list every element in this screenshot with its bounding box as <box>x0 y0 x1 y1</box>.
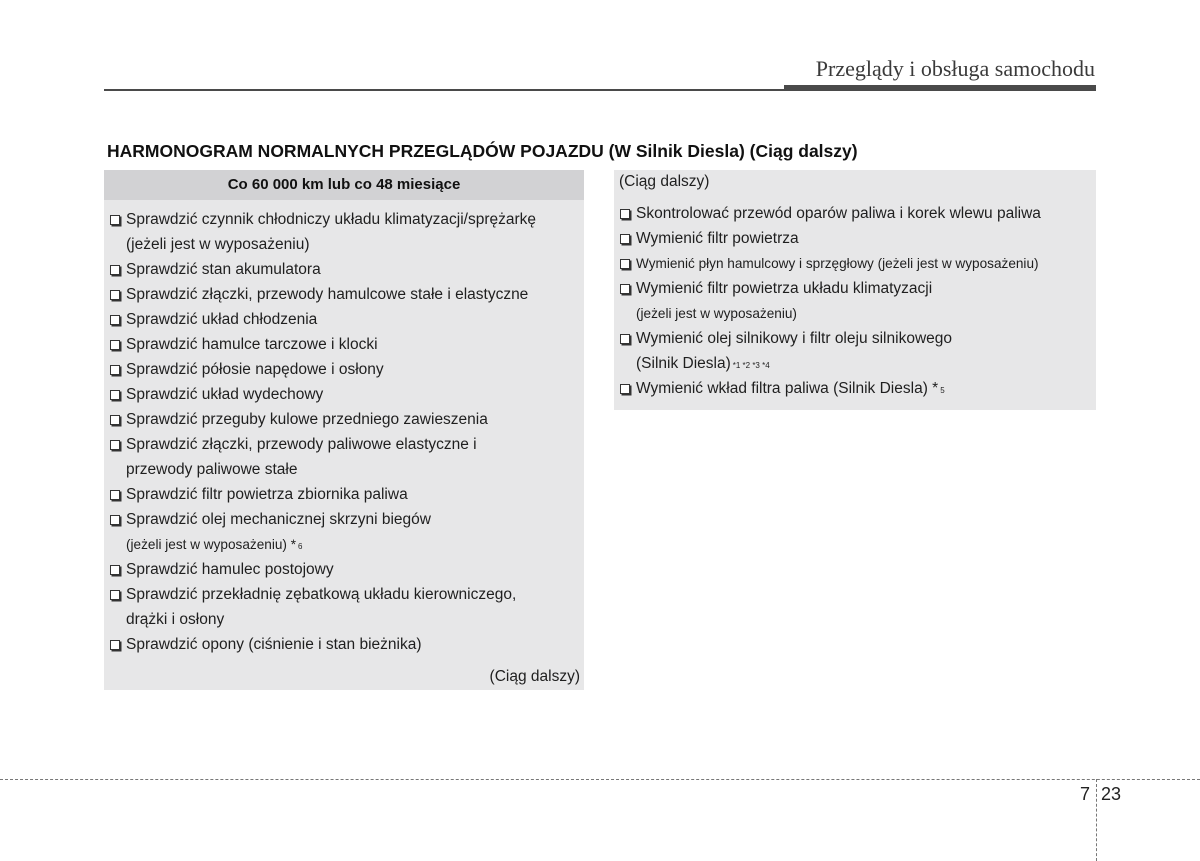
footer-divider-vertical <box>1096 779 1097 861</box>
header-rule <box>104 89 784 91</box>
item-text: Wymienić płyn hamulcowy i sprzęgłowy (jeżeli jest w wyposażeniu) <box>636 256 1039 271</box>
item-text-continued: (jeżeli jest w wyposażeniu) * <box>126 537 296 552</box>
footnote-marker: 5 <box>940 386 945 395</box>
item-text-continued: przewody paliwowe stałe <box>126 461 298 478</box>
list-item <box>619 251 1096 276</box>
checkbox-icon <box>620 259 630 269</box>
item-text-continued: drążki i osłony <box>126 611 225 628</box>
checklist-left <box>109 207 584 657</box>
list-item <box>619 201 1096 226</box>
list-item <box>109 407 584 432</box>
list-item <box>109 482 584 507</box>
checklist-right <box>619 201 1096 401</box>
item-text: Sprawdzić filtr powietrza zbiornika paliwa <box>126 486 408 503</box>
list-item <box>619 376 1096 401</box>
schedule-panel-left <box>104 170 584 690</box>
item-text-continued: (Silnik Diesla) <box>636 355 731 372</box>
checkbox-icon <box>620 384 630 394</box>
item-text: Sprawdzić złączki, przewody hamulcowe stałe i elastyczne <box>126 286 529 303</box>
list-item <box>619 276 1096 326</box>
list-item <box>109 382 584 407</box>
item-text: Sprawdzić opony (ciśnienie i stan bieżnika) <box>126 636 422 653</box>
section-number: 7 <box>1079 784 1090 804</box>
list-item <box>109 332 584 357</box>
list-item <box>109 257 584 282</box>
item-text: Sprawdzić układ wydechowy <box>126 386 324 403</box>
list-item <box>109 557 584 582</box>
header-rule-accent <box>784 85 1096 91</box>
checkbox-icon <box>110 290 120 300</box>
checkbox-icon <box>620 284 630 294</box>
item-text: Sprawdzić hamulec postojowy <box>126 561 334 578</box>
checkbox-icon <box>110 415 120 425</box>
checkbox-icon <box>620 209 630 219</box>
running-header-title: Przeglądy i obsługa samochodu <box>815 56 1095 81</box>
list-item <box>109 582 584 632</box>
checkbox-icon <box>110 490 120 500</box>
section-heading: HARMONOGRAM NORMALNYCH PRZEGLĄDÓW POJAZDU (W Silnik Diesla) (Ciąg dalszy) <box>107 141 858 161</box>
checkbox-icon <box>110 640 120 650</box>
checkbox-icon <box>110 265 120 275</box>
item-text: Sprawdzić złączki, przewody paliwowe elastyczne i <box>126 436 477 453</box>
checkbox-icon <box>110 340 120 350</box>
item-text: Wymienić wkład filtra paliwa (Silnik Diesla) * <box>636 380 939 397</box>
list-item <box>109 632 584 657</box>
schedule-panel-right <box>614 170 1096 410</box>
list-item <box>109 432 584 482</box>
checkbox-icon <box>110 515 120 525</box>
checkbox-icon <box>110 565 120 575</box>
checkbox-icon <box>110 315 120 325</box>
item-text: Wymienić olej silnikowy i filtr oleju silnikowego <box>636 330 952 347</box>
footer-divider <box>0 779 1200 780</box>
item-text: Wymienić filtr powietrza <box>636 230 799 247</box>
checkbox-icon <box>110 590 120 600</box>
continued-note: (Ciąg dalszy) <box>619 173 710 190</box>
list-item <box>619 326 1096 376</box>
interval-header: Co 60 000 km lub co 48 miesiące <box>104 170 584 200</box>
checkbox-icon <box>620 234 630 244</box>
checkbox-icon <box>620 334 630 344</box>
checkbox-icon <box>110 215 120 225</box>
checkbox-icon <box>110 390 120 400</box>
item-text: Sprawdzić półosie napędowe i osłony <box>126 361 384 378</box>
list-item <box>109 207 584 257</box>
item-text: Sprawdzić hamulce tarczowe i klocki <box>126 336 378 353</box>
item-text: Sprawdzić olej mechanicznej skrzyni biegów <box>126 511 431 528</box>
list-item <box>109 282 584 307</box>
item-text-continued: (jeżeli jest w wyposażeniu) <box>636 306 797 321</box>
list-item <box>619 226 1096 251</box>
list-item <box>109 357 584 382</box>
list-item <box>109 307 584 332</box>
item-text: Wymienić filtr powietrza układu klimatyzacji <box>636 280 933 297</box>
item-text: Sprawdzić stan akumulatora <box>126 261 321 278</box>
item-text: Sprawdzić przekładnię zębatkową układu kierowniczego, <box>126 586 517 603</box>
item-text: Skontrolować przewód oparów paliwa i korek wlewu paliwa <box>636 205 1041 222</box>
checkbox-icon <box>110 440 120 450</box>
item-text: Sprawdzić układ chłodzenia <box>126 311 318 328</box>
page-number: 23 <box>1101 784 1122 804</box>
footnote-marker: 6 <box>298 542 303 551</box>
item-text: Sprawdzić czynnik chłodniczy układu klimatyzacji/sprężarkę <box>126 211 537 228</box>
list-item <box>109 507 584 557</box>
item-text: Sprawdzić przeguby kulowe przedniego zawieszenia <box>126 411 488 428</box>
item-text-continued: (jeżeli jest w wyposażeniu) <box>126 236 310 253</box>
checkbox-icon <box>110 365 120 375</box>
continued-note: (Ciąg dalszy) <box>489 668 580 685</box>
footnote-marker: *1 *2 *3 *4 <box>732 361 770 370</box>
